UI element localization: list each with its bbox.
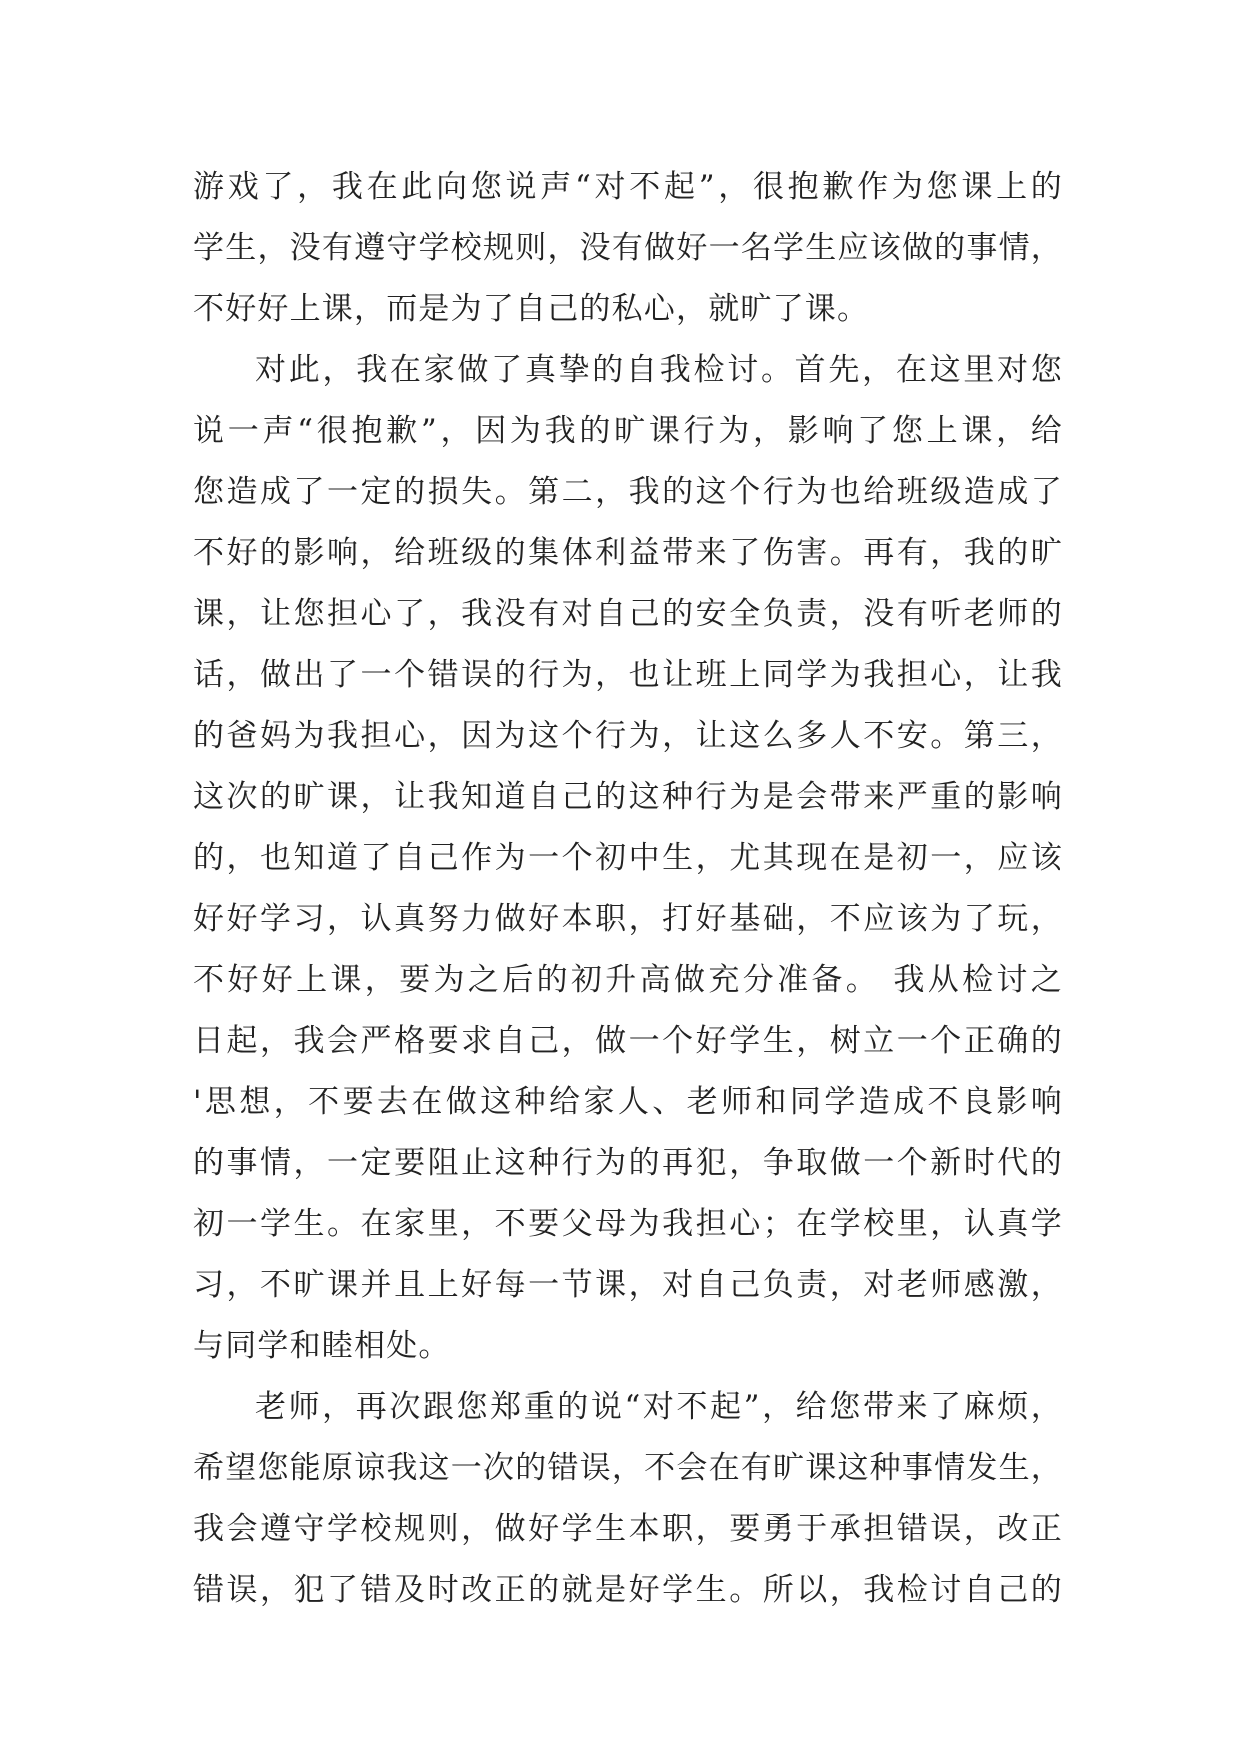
text-line: 好好学习，认真努力做好本职，打好基础，不应该为了玩， (193, 901, 1063, 937)
text-line: 与同学和睦相处。 (193, 1328, 451, 1364)
text-line: 习，不旷课并且上好每一节课，对自己负责，对老师感激， (193, 1267, 1063, 1303)
text-line: 学生，没有遵守学校规则，没有做好一名学生应该做的事情， (193, 230, 1063, 266)
text-line: 说一声“很抱歉”，因为我的旷课行为，影响了您上课，给 (193, 413, 1063, 449)
text-line: 希望您能原谅我这一次的错误，不会在有旷课这种事情发生， (193, 1450, 1063, 1486)
text-line: '思想，不要去在做这种给家人、老师和同学造成不良影响 (193, 1084, 1063, 1120)
text-line: 不好的影响，给班级的集体利益带来了伤害。再有，我的旷 (193, 535, 1063, 571)
text-line: 这次的旷课，让我知道自己的这种行为是会带来严重的影响 (193, 779, 1063, 815)
text-line: 不好好上课，要为之后的初升高做充分准备。 我从检讨之 (193, 962, 1063, 998)
text-line: 话，做出了一个错误的行为，也让班上同学为我担心，让我 (193, 657, 1063, 693)
text-line: 日起，我会严格要求自己，做一个好学生，树立一个正确的 (193, 1023, 1063, 1059)
text-line: 的，也知道了自己作为一个初中生，尤其现在是初一，应该 (193, 840, 1063, 876)
text-line: 初一学生。在家里，不要父母为我担心；在学校里，认真学 (193, 1206, 1063, 1242)
text-line: 游戏了，我在此向您说声“对不起”，很抱歉作为您课上的 (193, 169, 1063, 205)
text-line: 的事情，一定要阻止这种行为的再犯，争取做一个新时代的 (193, 1145, 1063, 1181)
paragraph-start-line: 老师，再次跟您郑重的说“对不起”，给您带来了麻烦， (255, 1389, 1063, 1425)
document-body (193, 157, 1063, 1621)
paragraph-start-line: 对此，我在家做了真挚的自我检讨。首先，在这里对您 (255, 352, 1063, 388)
text-line: 不好好上课，而是为了自己的私心，就旷了课。 (193, 291, 870, 327)
text-line: 的爸妈为我担心，因为这个行为，让这么多人不安。第三， (193, 718, 1063, 754)
text-line: 课，让您担心了，我没有对自己的安全负责，没有听老师的 (193, 596, 1063, 632)
text-line: 您造成了一定的损失。第二，我的这个行为也给班级造成了 (193, 474, 1063, 510)
text-line: 我会遵守学校规则，做好学生本职，要勇于承担错误，改正 (193, 1511, 1063, 1547)
text-line: 错误，犯了错及时改正的就是好学生。所以，我检讨自己的 (193, 1572, 1063, 1608)
